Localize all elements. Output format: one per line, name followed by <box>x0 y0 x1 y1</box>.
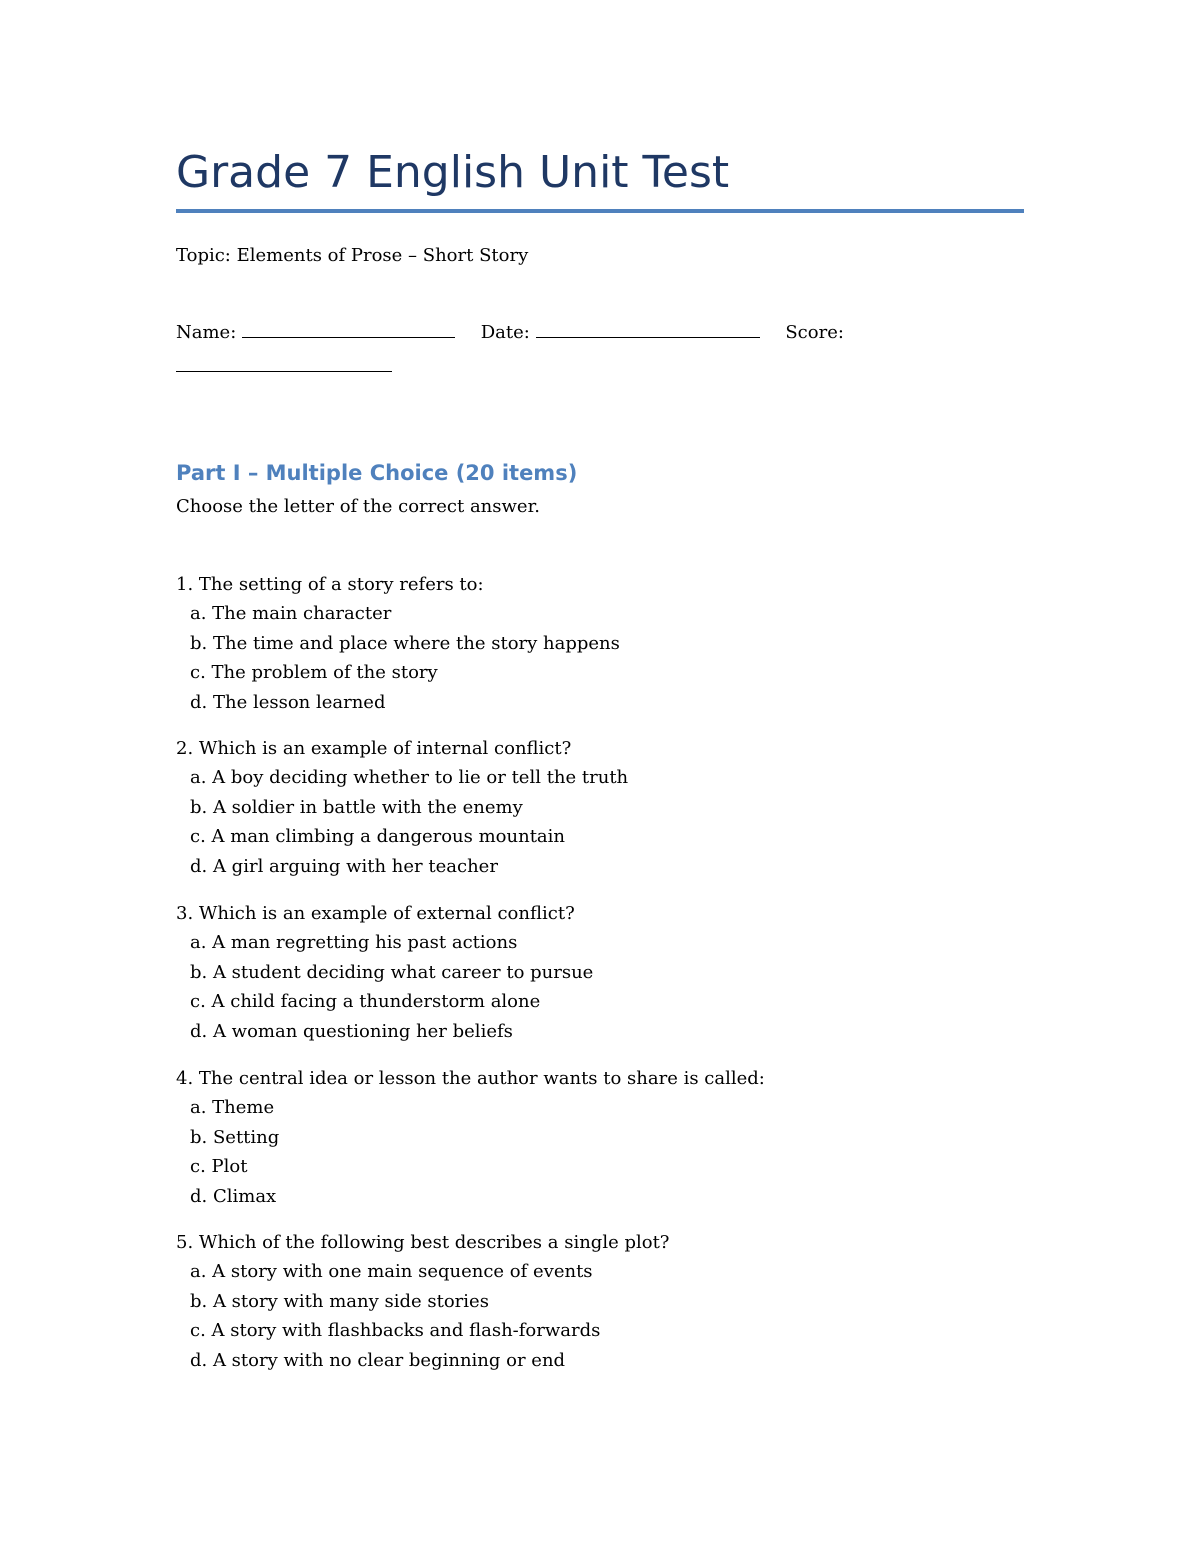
topic-line: Topic: Elements of Prose – Short Story <box>176 245 529 266</box>
question-stem: 1. The setting of a story refers to: <box>176 574 484 595</box>
score-label: Score: <box>785 322 844 343</box>
answer-option: c. Plot <box>190 1156 248 1177</box>
answer-option: a. Theme <box>190 1097 275 1118</box>
answer-option: a. The main character <box>190 603 392 624</box>
answer-option: d. A story with no clear beginning or end <box>190 1349 566 1371</box>
answer-option: d. A girl arguing with her teacher <box>190 855 498 877</box>
answer-option: d. Climax <box>190 1185 277 1207</box>
answer-option: c. A story with flashbacks and flash-forwards <box>190 1320 601 1341</box>
title-underline <box>176 209 1024 213</box>
name-label: Name: <box>176 322 237 343</box>
date-label: Date: <box>480 322 530 343</box>
name-blank <box>242 319 455 338</box>
part-instructions: Choose the letter of the correct answer. <box>176 496 540 517</box>
question-stem: 5. Which of the following best describes a single plot? <box>176 1232 670 1253</box>
student-info-line <box>176 319 844 347</box>
answer-option: c. A child facing a thunderstorm alone <box>190 991 541 1012</box>
answer-option: a. A story with one main sequence of events <box>190 1261 593 1282</box>
question-4 <box>176 1064 765 1211</box>
question-stem: 4. The central idea or lesson the author wants to share is called: <box>176 1068 765 1089</box>
answer-option: b. Setting <box>190 1126 280 1148</box>
page-title: Grade 7 English Unit Test <box>176 147 730 198</box>
question-3 <box>176 899 593 1046</box>
question-1 <box>176 570 620 717</box>
answer-option: b. A story with many side stories <box>190 1290 489 1312</box>
score-blank <box>176 371 392 372</box>
answer-option: b. The time and place where the story happens <box>190 632 620 654</box>
answer-option: b. A student deciding what career to pursue <box>190 961 594 983</box>
answer-option: d. A woman questioning her beliefs <box>190 1020 513 1042</box>
question-stem: 3. Which is an example of external conflict? <box>176 903 575 924</box>
answer-option: a. A boy deciding whether to lie or tell the truth <box>190 767 629 788</box>
answer-option: b. A soldier in battle with the enemy <box>190 796 523 818</box>
question-5 <box>176 1228 669 1375</box>
part-heading: Part I – Multiple Choice (20 items) <box>176 461 578 485</box>
date-blank <box>536 319 760 338</box>
answer-option: c. The problem of the story <box>190 662 438 683</box>
answer-option: a. A man regretting his past actions <box>190 932 518 953</box>
question-stem: 2. Which is an example of internal conflict? <box>176 738 572 759</box>
answer-option: d. The lesson learned <box>190 691 386 713</box>
answer-option: c. A man climbing a dangerous mountain <box>190 826 566 847</box>
question-2 <box>176 734 628 881</box>
